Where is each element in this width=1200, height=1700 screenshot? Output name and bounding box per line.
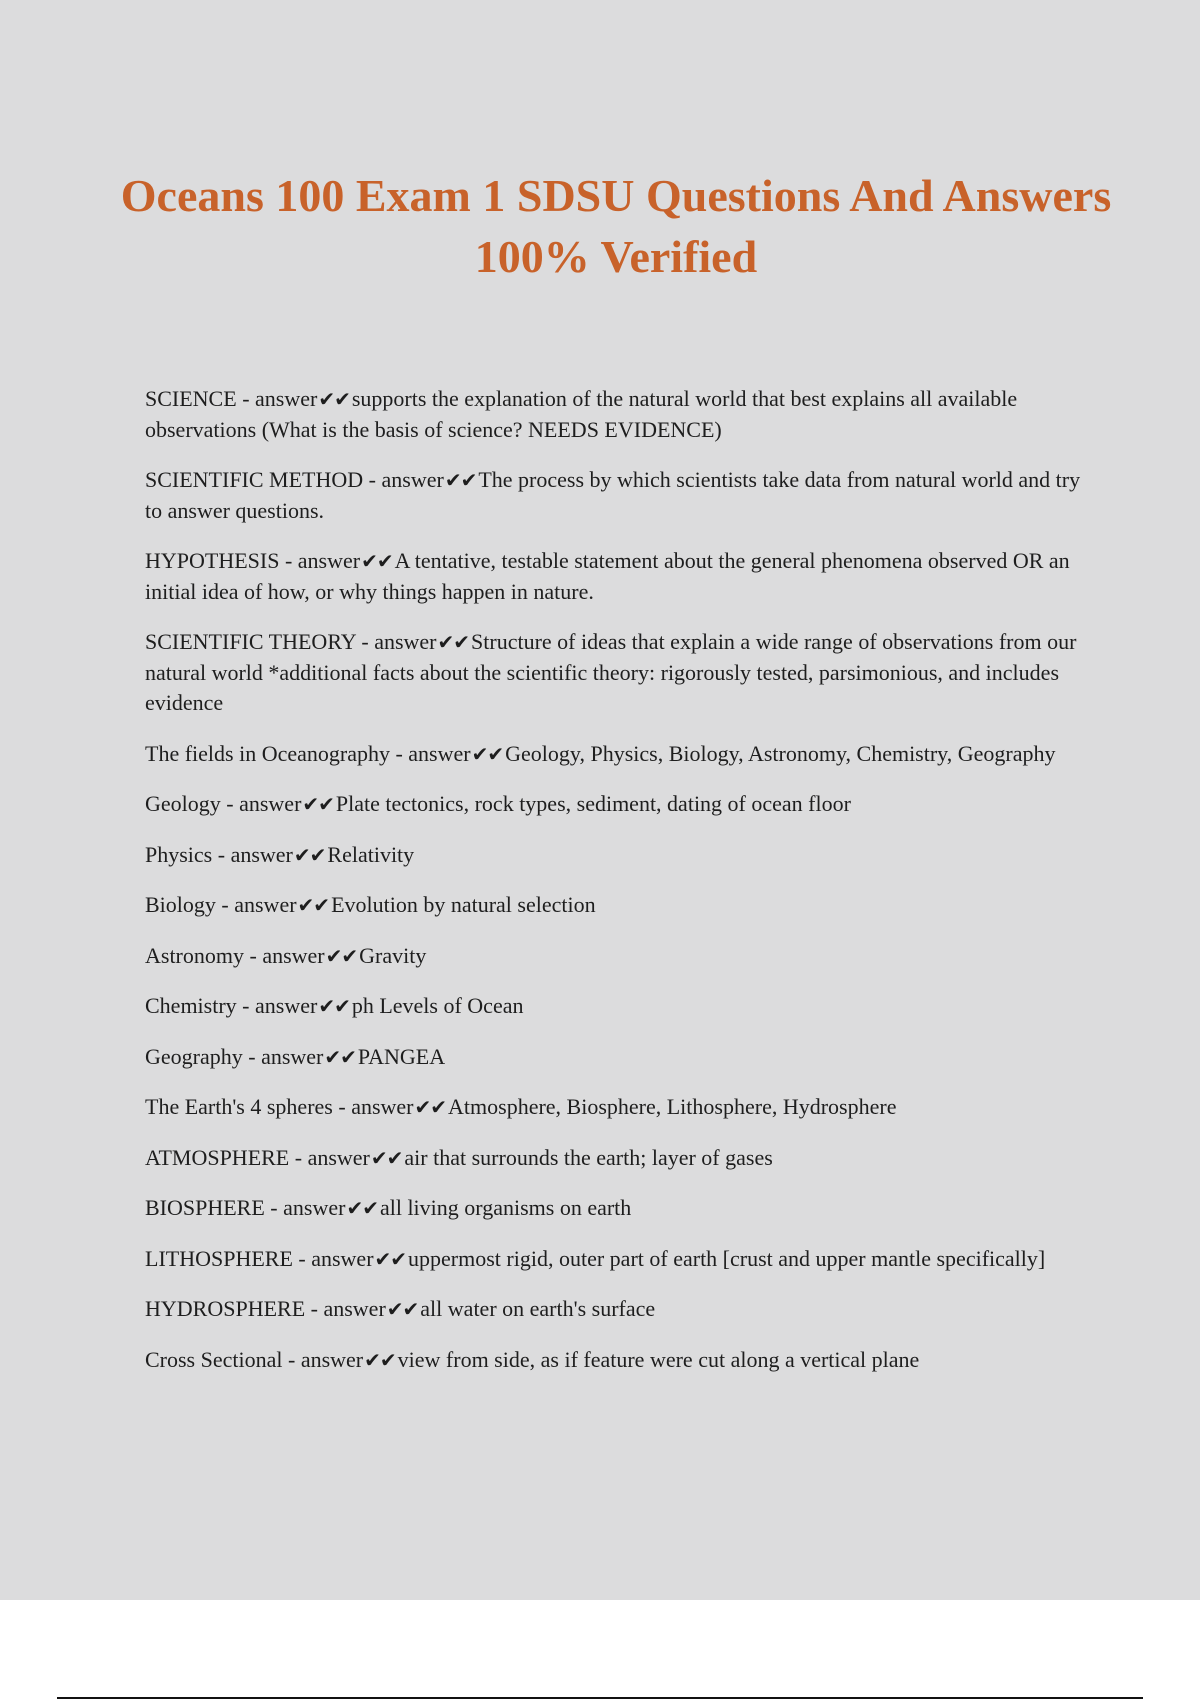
answer-marker: answer	[300, 1346, 364, 1372]
qa-entry: LITHOSPHERE - answer✔✔uppermost rigid, outer part of earth [crust and upper mantle specifically]	[145, 1245, 1046, 1271]
entry-term: Physics	[145, 841, 213, 867]
entry-term: HYDROSPHERE	[145, 1296, 306, 1321]
entry-term: The Earth's 4 spheres	[145, 1094, 333, 1119]
double-check-icon: ✔✔	[361, 549, 393, 573]
entry-answer: all living organisms on earth	[379, 1195, 632, 1220]
answer-marker: answer	[381, 467, 444, 492]
entry-term: The fields in Oceanography	[145, 740, 390, 766]
qa-entry: SCIENTIFIC THEORY - answer✔✔Structure of ideas that explain a wide range of observations from our natural world *additional facts about the scientific theory: rigorously tested, parsimonious, and includes evidence	[145, 629, 1077, 715]
qa-entry: Geography - answer✔✔PANGEA	[145, 1043, 446, 1069]
footer-divider	[57, 1697, 1143, 1699]
entry-answer: Relativity	[327, 841, 415, 867]
entry-answer: Gravity	[359, 942, 427, 968]
double-check-icon: ✔✔	[297, 893, 330, 917]
qa-entry: Biology - answer✔✔Evolution by natural selection	[145, 892, 596, 917]
qa-entry: SCIENCE - answer✔✔supports the explanation of the natural world that best explains all available observations (What is the basis of science? NEEDS EVIDENCE)	[145, 386, 1018, 442]
entry-term: LITHOSPHERE	[145, 1245, 293, 1271]
qa-list	[145, 384, 1095, 1395]
answer-marker: answer	[408, 740, 471, 766]
qa-entry: HYPOTHESIS - answer✔✔A tentative, testable statement about the general phenomena observed OR an initial idea of how, or why things happen in nature.	[145, 548, 1070, 604]
document-title: Oceans 100 Exam 1 SDSU Questions And Answers 100% Verified	[120, 170, 1112, 282]
double-check-icon: ✔✔	[325, 943, 358, 968]
entry-answer: Plate tectonics, rock types, sediment, dating of ocean floor	[335, 791, 851, 816]
entry-answer: supports the explanation of the natural world that best explains all available observations (What is the basis of science? NEEDS EVIDENCE)	[145, 386, 1018, 442]
qa-entry: Astronomy - answer✔✔Gravity	[145, 942, 427, 968]
double-check-icon: ✔✔	[437, 630, 470, 654]
qa-entry: ATMOSPHERE - answer✔✔air that surrounds the earth; layer of gases	[145, 1144, 773, 1170]
entry-answer: Evolution by natural selection	[331, 892, 596, 917]
double-check-icon: ✔✔	[302, 792, 334, 816]
qa-entry: The fields in Oceanography - answer✔✔Geology, Physics, Biology, Astronomy, Chemistry, Geography	[145, 740, 1056, 766]
entry-term: Astronomy	[145, 942, 244, 968]
qa-entry: HYDROSPHERE - answer✔✔all water on earth's surface	[145, 1296, 656, 1321]
answer-marker: answer	[283, 1195, 346, 1220]
double-check-icon: ✔✔	[318, 994, 350, 1018]
entry-answer: uppermost rigid, outer part of earth [crust and upper mantle specifically]	[408, 1245, 1046, 1271]
entry-term: SCIENTIFIC THEORY	[145, 629, 356, 654]
double-check-icon: ✔✔	[364, 1347, 396, 1372]
entry-answer: all water on earth's surface	[420, 1296, 656, 1321]
double-check-icon: ✔✔	[374, 1246, 407, 1271]
answer-marker: answer	[255, 386, 318, 411]
double-check-icon: ✔✔	[293, 842, 326, 867]
double-check-icon: ✔✔	[444, 468, 477, 492]
entry-answer: ph Levels of Ocean	[351, 993, 524, 1018]
entry-term: SCIENCE	[145, 386, 237, 411]
double-check-icon: ✔✔	[471, 741, 504, 766]
answer-marker: answer	[351, 1094, 414, 1119]
answer-marker: answer	[297, 548, 361, 573]
entry-term: ATMOSPHERE	[145, 1144, 290, 1170]
entry-answer: A tentative, testable statement about the general phenomena observed OR an initial idea of how, or why things happen in nature.	[145, 548, 1070, 604]
entry-answer: Structure of ideas that explain a wide range of observations from our natural world *additional facts about the scientific theory: rigorously tested, parsimonious, and includes evidence	[145, 629, 1077, 715]
qa-entry: BIOSPHERE - answer✔✔all living organisms on earth	[145, 1195, 632, 1220]
answer-marker: answer	[230, 841, 293, 867]
qa-entry: Geology - answer✔✔Plate tectonics, rock types, sediment, dating of ocean floor	[145, 791, 851, 816]
answer-marker: answer	[374, 629, 437, 654]
answer-marker: answer	[307, 1144, 370, 1170]
qa-entry: Cross Sectional - answer✔✔view from side, as if feature were cut along a vertical plane	[145, 1346, 920, 1372]
double-check-icon: ✔✔	[318, 387, 350, 411]
double-check-icon: ✔✔	[370, 1145, 403, 1170]
entry-answer: The process by which scientists take data from natural world and try to answer questions.	[145, 467, 1081, 523]
entry-term: Geology	[145, 791, 221, 816]
entry-term: Geography	[145, 1043, 243, 1069]
qa-entry: Physics - answer✔✔Relativity	[145, 841, 415, 867]
entry-term: BIOSPHERE	[145, 1195, 265, 1220]
entry-term: Chemistry	[145, 993, 237, 1018]
answer-marker: answer	[311, 1245, 374, 1271]
answer-marker: answer	[234, 892, 297, 917]
double-check-icon: ✔✔	[414, 1095, 447, 1119]
answer-marker: answer	[323, 1296, 386, 1321]
answer-marker: answer	[239, 791, 302, 816]
entry-answer: view from side, as if feature were cut along a vertical plane	[397, 1346, 920, 1372]
entry-term: SCIENTIFIC METHOD	[145, 467, 364, 492]
double-check-icon: ✔✔	[346, 1196, 378, 1220]
answer-marker: answer	[262, 942, 325, 968]
entry-answer: Geology, Physics, Biology, Astronomy, Chemistry, Geography	[505, 740, 1056, 766]
qa-entry: Chemistry - answer✔✔ph Levels of Ocean	[145, 993, 524, 1018]
entry-term: Biology	[145, 892, 216, 917]
entry-answer: Atmosphere, Biosphere, Lithosphere, Hydrosphere	[448, 1094, 897, 1119]
double-check-icon: ✔✔	[324, 1044, 356, 1069]
entry-term: HYPOTHESIS	[145, 548, 280, 573]
answer-marker: answer	[255, 993, 318, 1018]
qa-entry: SCIENTIFIC METHOD - answer✔✔The process by which scientists take data from natural world and try to answer questions.	[145, 467, 1081, 523]
qa-entry: The Earth's 4 spheres - answer✔✔Atmosphere, Biosphere, Lithosphere, Hydrosphere	[145, 1094, 897, 1119]
entry-answer: air that surrounds the earth; layer of gases	[404, 1144, 773, 1170]
answer-marker: answer	[261, 1043, 324, 1069]
double-check-icon: ✔✔	[386, 1297, 419, 1321]
entry-answer: PANGEA	[357, 1043, 446, 1069]
entry-term: Cross Sectional	[145, 1346, 283, 1372]
